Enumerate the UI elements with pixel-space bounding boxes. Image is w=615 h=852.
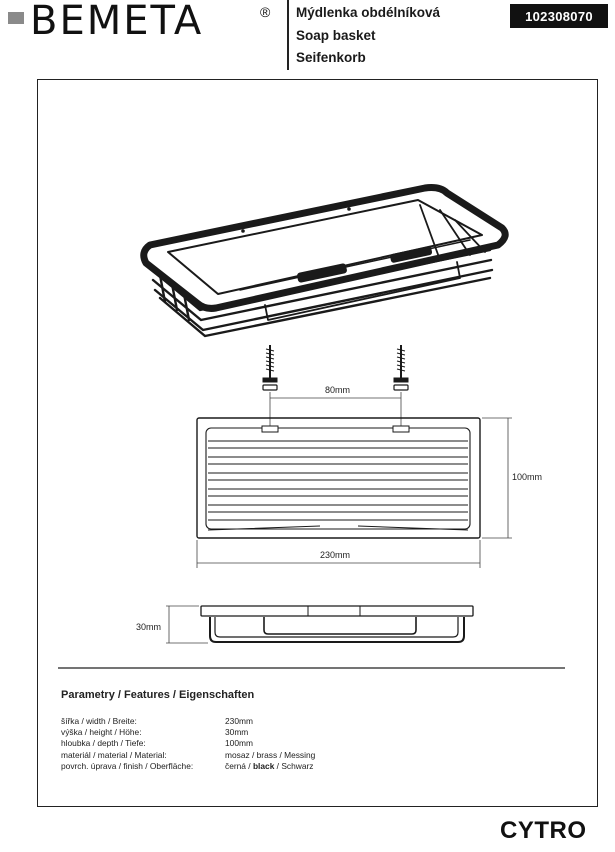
- product-title-en: Soap basket: [296, 27, 376, 43]
- registered-mark: ®: [260, 4, 271, 20]
- screw-spacing-label: 80mm: [325, 385, 351, 395]
- depth-label: 30mm: [136, 622, 162, 632]
- param-key: povrch. úprava / finish / Oberfläche:: [61, 760, 194, 771]
- param-value: 100mm: [225, 738, 253, 749]
- param-key: hloubka / depth / Tiefe:: [61, 738, 146, 749]
- param-row: [61, 738, 315, 749]
- param-key: výška / height / Höhe:: [61, 727, 142, 738]
- dimension-screw-spacing: [270, 392, 401, 428]
- product-illustration: [144, 188, 505, 336]
- height-label: 100mm: [512, 472, 543, 482]
- parameters-table: [61, 716, 315, 772]
- screw-right-icon: [394, 345, 408, 390]
- width-label: 230mm: [320, 550, 351, 560]
- finish-sep: /: [274, 760, 282, 771]
- screw-left-icon: [263, 345, 277, 390]
- top-view: [197, 418, 480, 538]
- parameters-title: Parametry / Features / Eigenschaften: [61, 689, 255, 701]
- series-name: CYTRO: [500, 817, 587, 844]
- finish-value-cz: černá: [225, 760, 246, 771]
- param-key: materiál / material / Material:: [61, 749, 167, 760]
- param-row: [61, 716, 315, 727]
- param-value: mosaz / brass / Messing: [225, 749, 316, 760]
- dimension-depth: [166, 606, 208, 643]
- param-value: [225, 761, 313, 772]
- product-code-badge: 102308070: [510, 4, 608, 28]
- finish-sep: /: [245, 760, 253, 771]
- param-row: [61, 750, 315, 761]
- param-row: [61, 761, 315, 772]
- param-key: šířka / width / Breite:: [61, 716, 137, 726]
- param-row: [61, 727, 315, 738]
- side-view: [201, 606, 473, 642]
- product-title-de: Seifenkorb: [296, 50, 366, 65]
- param-value: 230mm: [225, 716, 253, 726]
- dimension-height: [482, 418, 512, 538]
- product-title-cz: Mýdlenka obdélníková: [296, 5, 441, 20]
- param-value: 30mm: [225, 727, 249, 738]
- finish-value-en: black: [252, 760, 275, 771]
- finish-value-de: Schwarz: [281, 760, 314, 771]
- brand-name: BEMETA: [30, 0, 204, 44]
